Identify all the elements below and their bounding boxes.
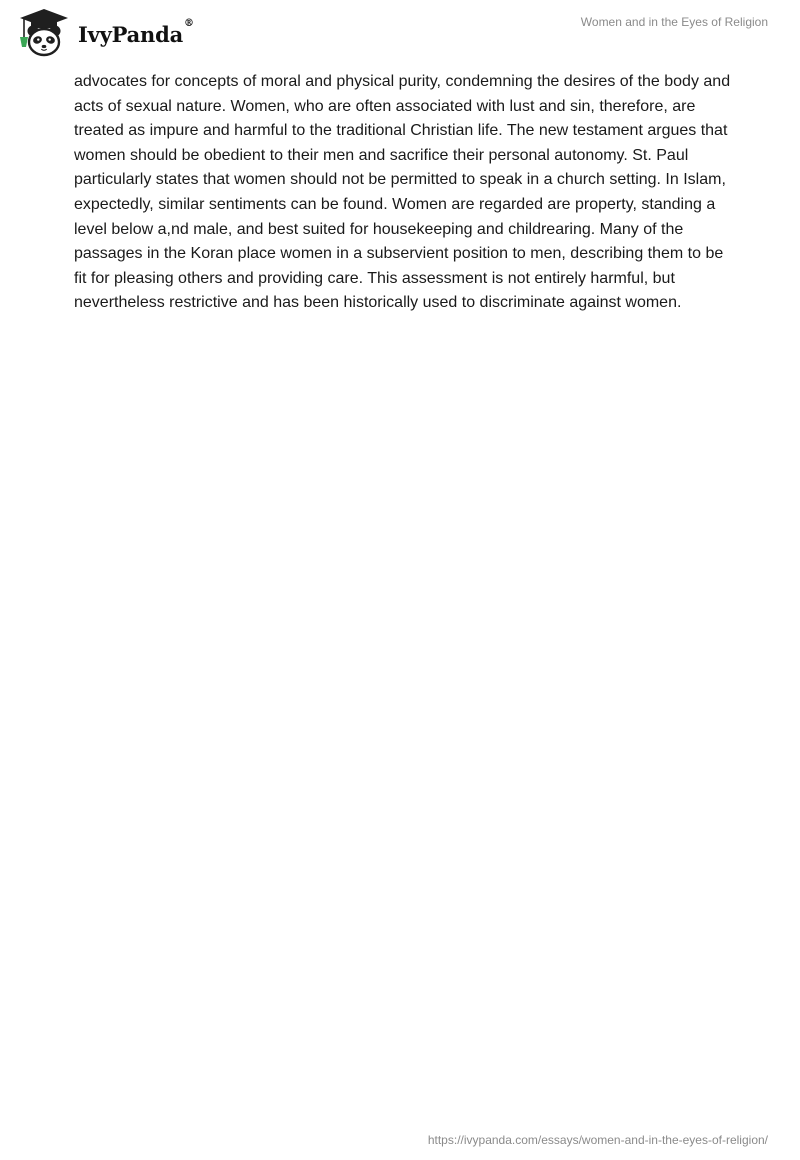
site-logo[interactable] [14, 7, 194, 59]
source-url[interactable]: https://ivypanda.com/essays/women-and-in-the-eyes-of-religion/ [427, 1133, 768, 1147]
registered-mark: ® [184, 17, 194, 29]
panda-graduate-icon [14, 7, 74, 59]
logo-wordmark: IvyPanda® [78, 17, 194, 47]
document-title: Women and in the Eyes of Religion [580, 15, 768, 29]
essay-paragraph: advocates for concepts of moral and physical purity, condemning the desires of the body and acts of sexual nature. Women, who are often associated with lust and sin, therefore, are treated as impure and harmful to the traditional Christian life. The new testament argues that women should be obedient to their men and sacrifice their personal autonomy. St. Paul particularly states that women should not be permitted to speak in a church setting. In Islam, expectedly, similar sentiments can be found. Women are regarded are property, standing a level below a,nd male, and best suited for housekeeping and childrearing. Many of the passages in the Koran place women in a subservient position to men, describing them to be fit for pleasing others and providing care. This assessment is not entirely harmful, but nevertheless restrictive and has been historically used to discriminate against women. [74, 73, 731, 312]
